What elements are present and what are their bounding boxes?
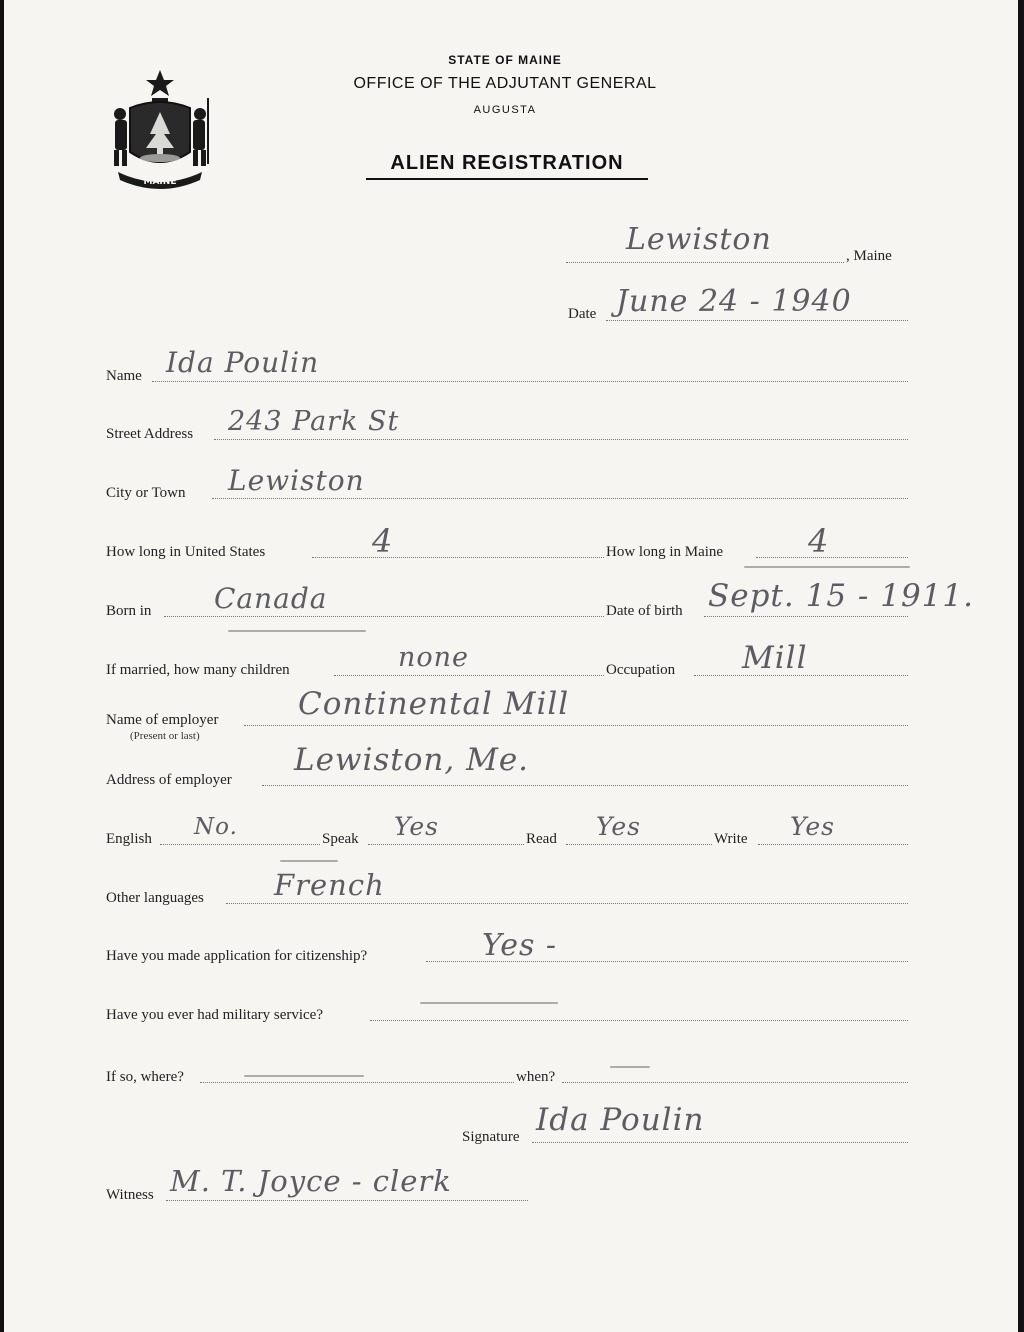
- name-line: [152, 381, 908, 382]
- date-line: [606, 320, 908, 321]
- pencil-mark: [744, 566, 910, 568]
- place-line: [566, 262, 844, 263]
- citizenship-application-label: Have you made application for citizenship?: [106, 948, 368, 964]
- signature-line: [532, 1142, 908, 1143]
- city-or-town-value[interactable]: Lewiston: [228, 464, 365, 497]
- if-so-where-label: If so, where?: [106, 1069, 184, 1085]
- date-of-birth-label: Date of birth: [606, 603, 683, 619]
- citizenship-application-value[interactable]: Yes -: [482, 928, 558, 963]
- scan-border-left: [0, 0, 4, 1332]
- how-long-us-label: How long in United States: [106, 544, 266, 560]
- address-of-employer-label: Address of employer: [106, 772, 232, 788]
- write-line: [758, 844, 908, 845]
- date-of-birth-line: [704, 616, 908, 617]
- name-of-employer-label: Name of employer: [106, 712, 219, 728]
- read-label: Read: [526, 831, 557, 847]
- born-in-line: [164, 616, 604, 617]
- read-value[interactable]: Yes: [596, 812, 641, 841]
- read-line: [566, 844, 712, 845]
- military-service-line: [370, 1020, 908, 1021]
- how-long-maine-value[interactable]: 4: [808, 522, 830, 560]
- name-value[interactable]: Ida Poulin: [166, 346, 320, 379]
- street-address-label: Street Address: [106, 426, 194, 442]
- how-long-us-line: [312, 557, 604, 558]
- city-or-town-label: City or Town: [106, 485, 186, 501]
- name-label: Name: [106, 368, 142, 384]
- when-label: when?: [516, 1069, 556, 1085]
- english-value[interactable]: No.: [194, 814, 238, 840]
- scan-border-right: [1018, 0, 1024, 1332]
- header-state: STATE OF MAINE: [448, 53, 562, 67]
- speak-value[interactable]: Yes: [394, 812, 439, 841]
- write-value[interactable]: Yes: [790, 812, 835, 841]
- speak-line: [368, 844, 524, 845]
- signature-value[interactable]: Ida Poulin: [536, 1102, 705, 1138]
- speak-label: Speak: [322, 831, 359, 847]
- witness-value[interactable]: M. T. Joyce - clerk: [170, 1164, 452, 1198]
- pencil-mark: [280, 860, 338, 862]
- date-value[interactable]: June 24 - 1940: [616, 284, 852, 319]
- if-so-where-line: [200, 1082, 514, 1083]
- other-languages-label: Other languages: [106, 890, 204, 906]
- pencil-mark: [244, 1075, 364, 1077]
- married-children-line: [334, 675, 604, 676]
- pencil-mark: [610, 1066, 650, 1068]
- address-of-employer-line: [262, 785, 908, 786]
- maine-label: , Maine: [846, 248, 892, 264]
- pencil-mark: [228, 630, 366, 632]
- english-label: English: [106, 831, 152, 847]
- how-long-us-value[interactable]: 4: [372, 522, 394, 560]
- occupation-label: Occupation: [606, 662, 676, 678]
- married-children-value[interactable]: none: [398, 642, 470, 673]
- form-title: ALIEN REGISTRATION: [390, 152, 624, 174]
- address-of-employer-value[interactable]: Lewiston, Me.: [294, 742, 530, 778]
- name-of-employer-value[interactable]: Continental Mill: [298, 686, 570, 722]
- street-address-line: [214, 439, 908, 440]
- header-city: AUGUSTA: [473, 104, 537, 116]
- street-address-value[interactable]: 243 Park St: [228, 406, 400, 437]
- other-languages-line: [226, 903, 908, 904]
- header-office: OFFICE OF THE ADJUTANT GENERAL: [353, 75, 657, 92]
- born-in-label: Born in: [106, 603, 152, 619]
- occupation-value[interactable]: Mill: [742, 640, 808, 676]
- date-of-birth-value[interactable]: Sept. 15 - 1911.: [708, 578, 974, 614]
- title-underline: [366, 178, 648, 180]
- witness-line: [166, 1200, 528, 1201]
- pencil-mark: [420, 1002, 558, 1004]
- when-line: [562, 1082, 908, 1083]
- signature-label: Signature: [462, 1129, 520, 1145]
- name-of-employer-line: [244, 725, 908, 726]
- present-or-last-label: (Present or last): [130, 730, 200, 742]
- born-in-value[interactable]: Canada: [214, 582, 328, 615]
- military-service-label: Have you ever had military service?: [106, 1007, 323, 1023]
- date-label: Date: [568, 306, 597, 322]
- other-languages-value[interactable]: French: [274, 868, 385, 902]
- seal-ribbon-text: MAINE: [143, 177, 177, 187]
- state-seal-icon: [108, 68, 212, 190]
- how-long-maine-line: [756, 557, 908, 558]
- witness-label: Witness: [106, 1187, 154, 1203]
- how-long-maine-label: How long in Maine: [606, 544, 724, 560]
- married-children-label: If married, how many children: [106, 662, 290, 678]
- city-or-town-line: [212, 498, 908, 499]
- english-line: [160, 844, 320, 845]
- write-label: Write: [714, 831, 748, 847]
- place-value[interactable]: Lewiston: [626, 222, 772, 257]
